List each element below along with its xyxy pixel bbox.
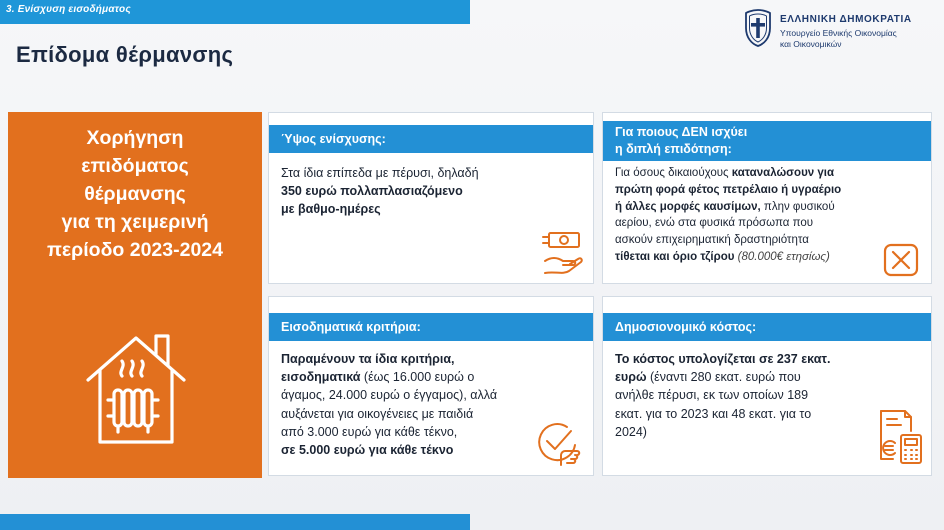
text-line: με βαθμο-ημέρες [281, 202, 381, 217]
text-line [281, 368, 583, 386]
text-line [615, 368, 921, 386]
card-exclusion-title [603, 121, 931, 161]
text-line: αερίου, ενώ στα φυσικά πρόσωπα που [615, 217, 814, 230]
text-line: πρώτη φορά φέτος πετρέλαιο ή υγραέριο [615, 183, 842, 196]
hand-money-icon [541, 231, 587, 277]
section-bar [0, 0, 470, 24]
text-span: τίθεται και όριο τζίρου [615, 250, 735, 263]
text-line: άγαμος, 24.000 ευρώ ο έγγαμος), αλλά [281, 388, 498, 403]
house-radiator-icon [84, 328, 188, 448]
text-span: καταναλώσουν για [731, 167, 835, 179]
calculator-euro-icon [875, 409, 925, 467]
card-income-title: Εισοδηματικά κριτήρια: [269, 313, 593, 341]
text-span: ευρώ [615, 370, 647, 385]
title-line: Για ποιους ΔΕΝ ισχύει [615, 125, 748, 139]
coat-of-arms-icon [742, 8, 774, 48]
text-line: Στα ίδια επίπεδα με πέρυσι, δηλαδή [281, 166, 479, 180]
card-amount [268, 112, 594, 284]
x-cross-icon [883, 243, 919, 277]
section-label: 3. Ενίσχυση εισοδήματος [6, 4, 131, 15]
page-title: Επίδομα θέρμανσης [16, 42, 234, 67]
text-line: ανήλθε πέρυσι, εκ των οποίων 189 [615, 388, 809, 403]
hero-line: Χορήγηση [86, 127, 184, 149]
card-income [268, 296, 594, 476]
logo-ministry-line2: και Οικονομικών [780, 39, 842, 49]
hero-line: περίοδο 2023-2024 [47, 239, 223, 261]
text-line [615, 199, 921, 216]
text-line: 350 ευρώ πολλαπλασιαζόμενο [281, 184, 463, 199]
text-line: εκατ. για το 2023 και 48 εκατ. για το [615, 406, 812, 421]
card-fiscal [602, 296, 932, 476]
text-line: Το κόστος υπολογίζεται σε 237 εκατ. [615, 352, 831, 366]
text-span: (έως 16.000 ευρώ ο [363, 370, 475, 385]
text-span: (έναντι 280 εκατ. ευρώ που [650, 370, 801, 385]
text-line: Παραμένουν τα ίδια κριτήρια, [281, 352, 455, 366]
text-line [615, 249, 921, 266]
text-span: ή άλλες μορφές καυσίμων, [615, 200, 761, 213]
text-line [615, 165, 921, 182]
hero-line: επιδόματος [81, 155, 189, 177]
title-line: η διπλή επιδότηση: [615, 142, 732, 156]
card-exclusion [602, 112, 932, 284]
hero-panel [8, 112, 262, 478]
footer-bar [0, 514, 470, 530]
text-span: Για όσους δικαιούχους [615, 167, 729, 179]
ministry-logo [742, 8, 938, 54]
logo-title: ΕΛΛΗΝΙΚΗ ΔΗΜΟΚΡΑΤΙΑ [780, 14, 912, 25]
text-line: 2024) [615, 424, 647, 439]
text-line: σε 5.000 ευρώ για κάθε τέκνο [281, 443, 454, 458]
logo-ministry-line1: Υπουργείο Εθνικής Οικονομίας [780, 28, 897, 38]
hero-text [8, 124, 262, 264]
text-line: από 3.000 ευρώ για κάθε τέκνο, [281, 424, 458, 439]
text-span: πλην φυσικού [763, 200, 835, 213]
hero-line: για τη χειμερινή [61, 211, 209, 233]
text-line: ασκούν επιχειρηματική δραστηριότητα [615, 234, 809, 247]
card-fiscal-title: Δημοσιονομικό κόστος: [603, 313, 931, 341]
hand-check-icon [535, 421, 585, 467]
text-span: (80.000€ ετησίως) [737, 250, 830, 263]
text-line: αυξάνεται για οικογένειες με παιδιά [281, 406, 474, 421]
card-exclusion-body [615, 165, 921, 266]
text-span: εισοδηματικά [281, 370, 361, 385]
card-amount-title: Ύψος ενίσχυσης: [269, 125, 593, 153]
card-amount-body [281, 164, 583, 219]
hero-line: θέρμανσης [84, 183, 186, 205]
